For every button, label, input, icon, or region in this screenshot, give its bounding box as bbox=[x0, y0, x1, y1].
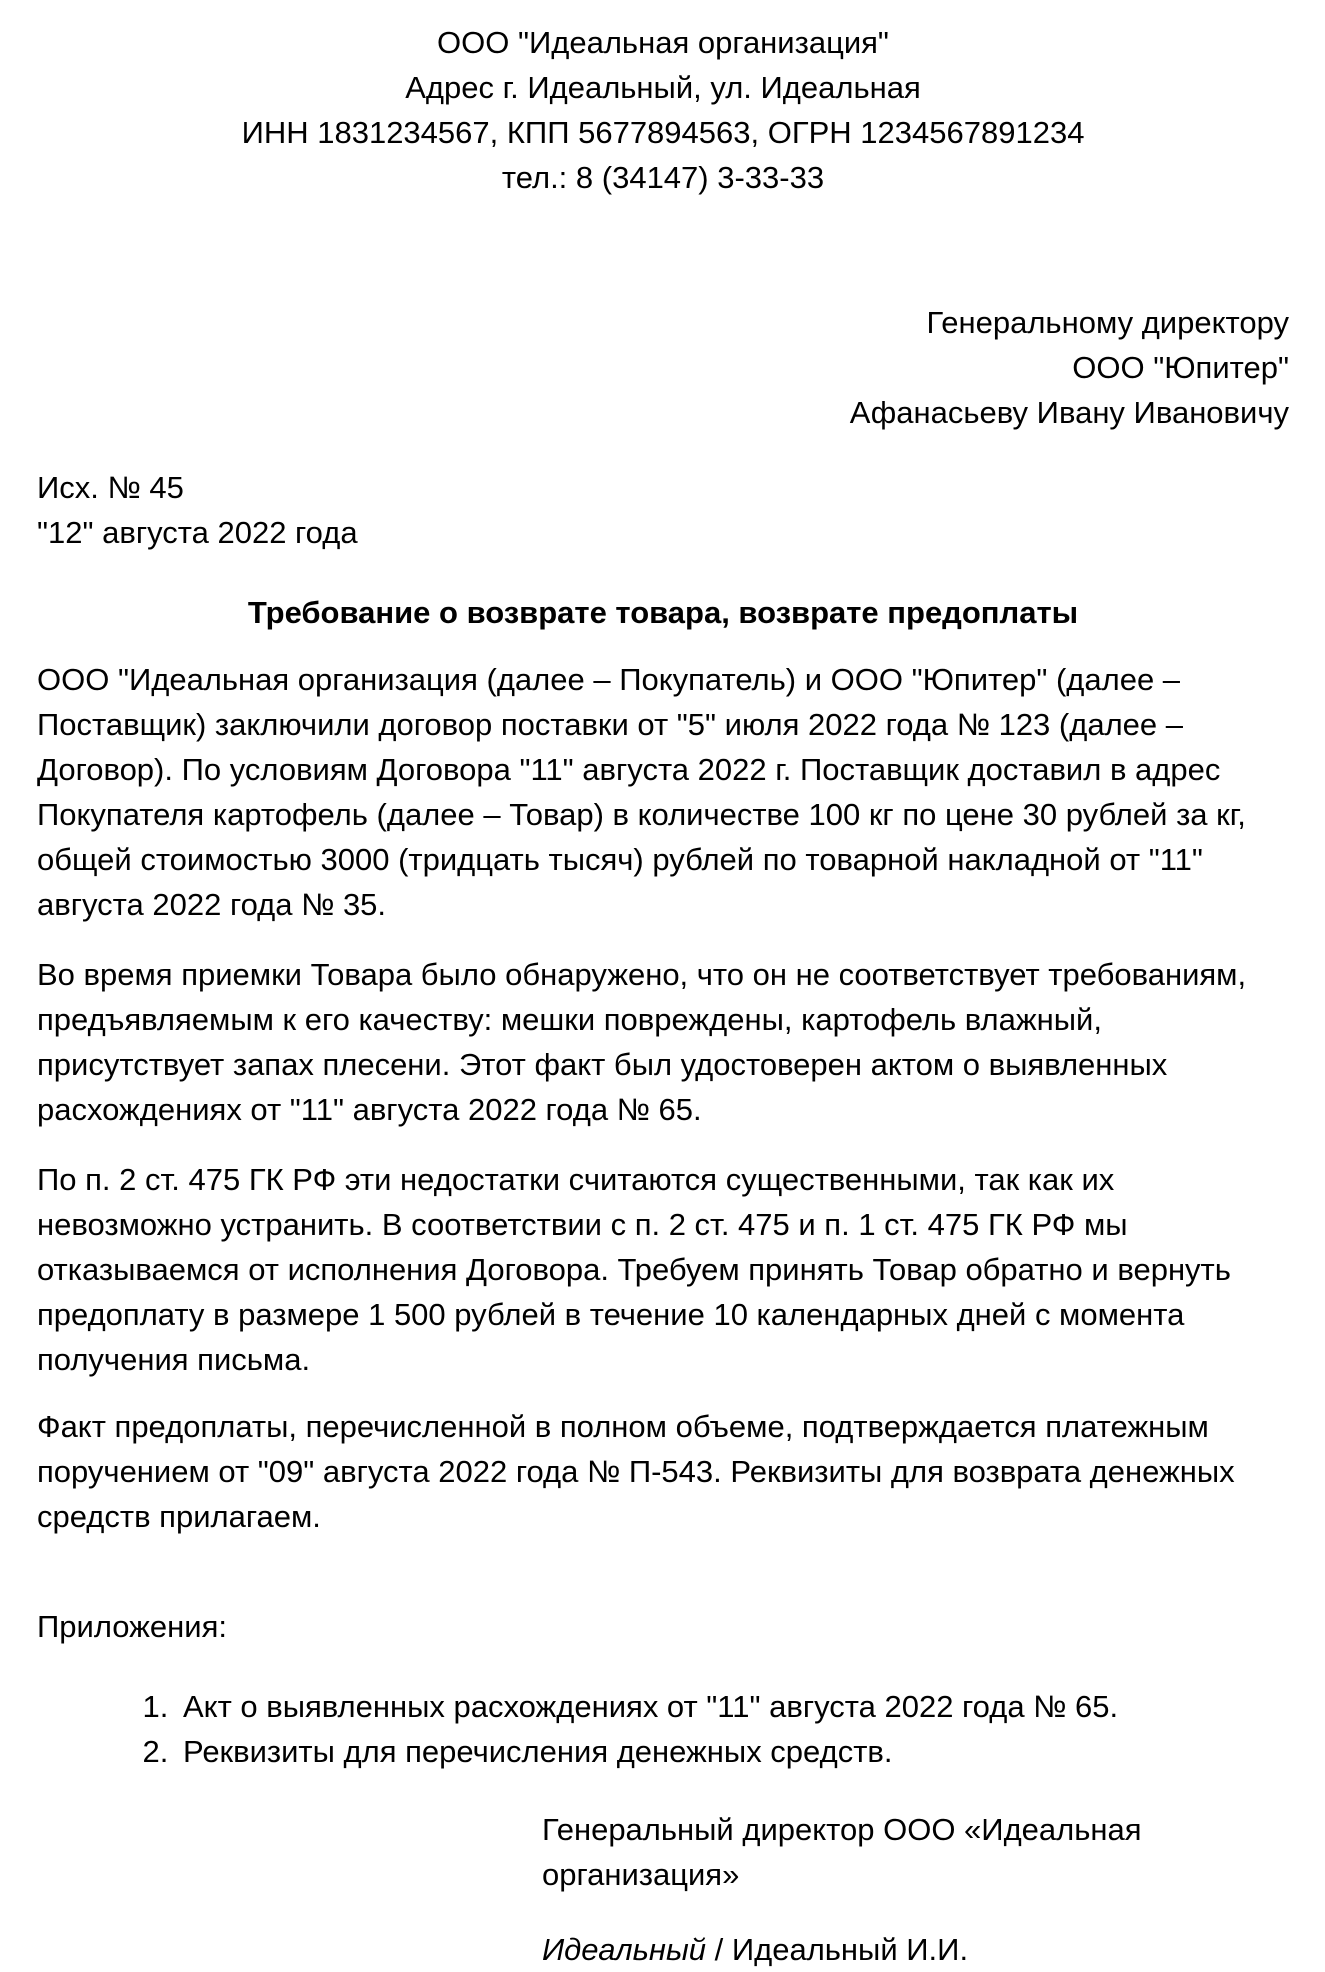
outgoing-number: Исх. № 45 bbox=[37, 470, 184, 505]
addressee-company: ООО "Юпитер" bbox=[1072, 350, 1289, 385]
signature-separator: / bbox=[706, 1932, 732, 1967]
addressee-block bbox=[37, 300, 1289, 435]
letter-date: "12" августа 2022 года bbox=[37, 515, 358, 550]
signatory-position: Генеральный директор ООО «Идеальная организация» bbox=[542, 1812, 1142, 1892]
body-paragraph-2: Во время приемки Товара было обнаружено, что он не соответствует требованиям, предъявляемым к его качеству: мешки повреждены, картофель влажный, присутствует запах плесени. Этот факт был удостоверен актом о выявленных расхождениях от "11" августа 2022 года № 65. bbox=[37, 957, 1247, 1127]
company-letterhead bbox=[37, 20, 1289, 200]
signature-handwritten: Идеальный bbox=[542, 1932, 706, 1967]
signatory-name: Идеальный И.И. bbox=[731, 1932, 969, 1967]
addressee-person: Афанасьеву Ивану Ивановичу bbox=[849, 395, 1289, 430]
company-phone: тел.: 8 (34147) 3-33-33 bbox=[501, 160, 825, 195]
company-name: ООО "Идеальная организация" bbox=[437, 25, 889, 60]
attachment-item-2: 2. Реквизиты для перечисления денежных средств. bbox=[177, 1729, 1289, 1774]
addressee-position: Генеральному директору bbox=[926, 305, 1289, 340]
signature-line bbox=[542, 1927, 1187, 1972]
attachment-item-1: 1. Акт о выявленных расхождениях от "11" августа 2022 года № 65. bbox=[177, 1684, 1289, 1729]
reference-block bbox=[37, 465, 1289, 555]
body-paragraph-1: ООО "Идеальная организация (далее – Покупатель) и ООО "Юпитер" (далее – Поставщик) заключили договор поставки от "5" июля 2022 года № 123 (далее – Договор). По условиям Договора "11" августа 2022 г. Поставщик доставил в адрес Покупателя картофель (далее – Товар) в количестве 100 кг по цене 30 рублей за кг, общей стоимостью 3000 (тридцать тысяч) рублей по товарной накладной от "11" августа 2022 года № 35. bbox=[37, 662, 1246, 922]
company-address: Адрес г. Идеальный, ул. Идеальная bbox=[405, 70, 921, 105]
body-paragraph-3: По п. 2 ст. 475 ГК РФ эти недостатки считаются существенными, так как их невозможно устранить. В соответствии с п. 2 ст. 475 и п. 1 ст. 475 ГК РФ мы отказываемся от исполнения Договора. Требуем принять Товар обратно и вернуть предоплату в размере 1 500 рублей в течение 10 календарных дней с момента получения письма. bbox=[37, 1162, 1231, 1377]
signature-block bbox=[542, 1807, 1187, 1972]
attachments-label: Приложения: bbox=[37, 1609, 227, 1644]
company-requisites: ИНН 1831234567, КПП 5677894563, ОГРН 1234567891234 bbox=[241, 115, 1085, 150]
document-title: Требование о возврате товара, возврате предоплаты bbox=[247, 595, 1079, 630]
body-paragraph-4: Факт предоплаты, перечисленной в полном объеме, подтверждается платежным поручением от "09" августа 2022 года № П-543. Реквизиты для возврата денежных средств прилагаем. bbox=[37, 1409, 1235, 1534]
attachments-list bbox=[37, 1684, 1289, 1774]
